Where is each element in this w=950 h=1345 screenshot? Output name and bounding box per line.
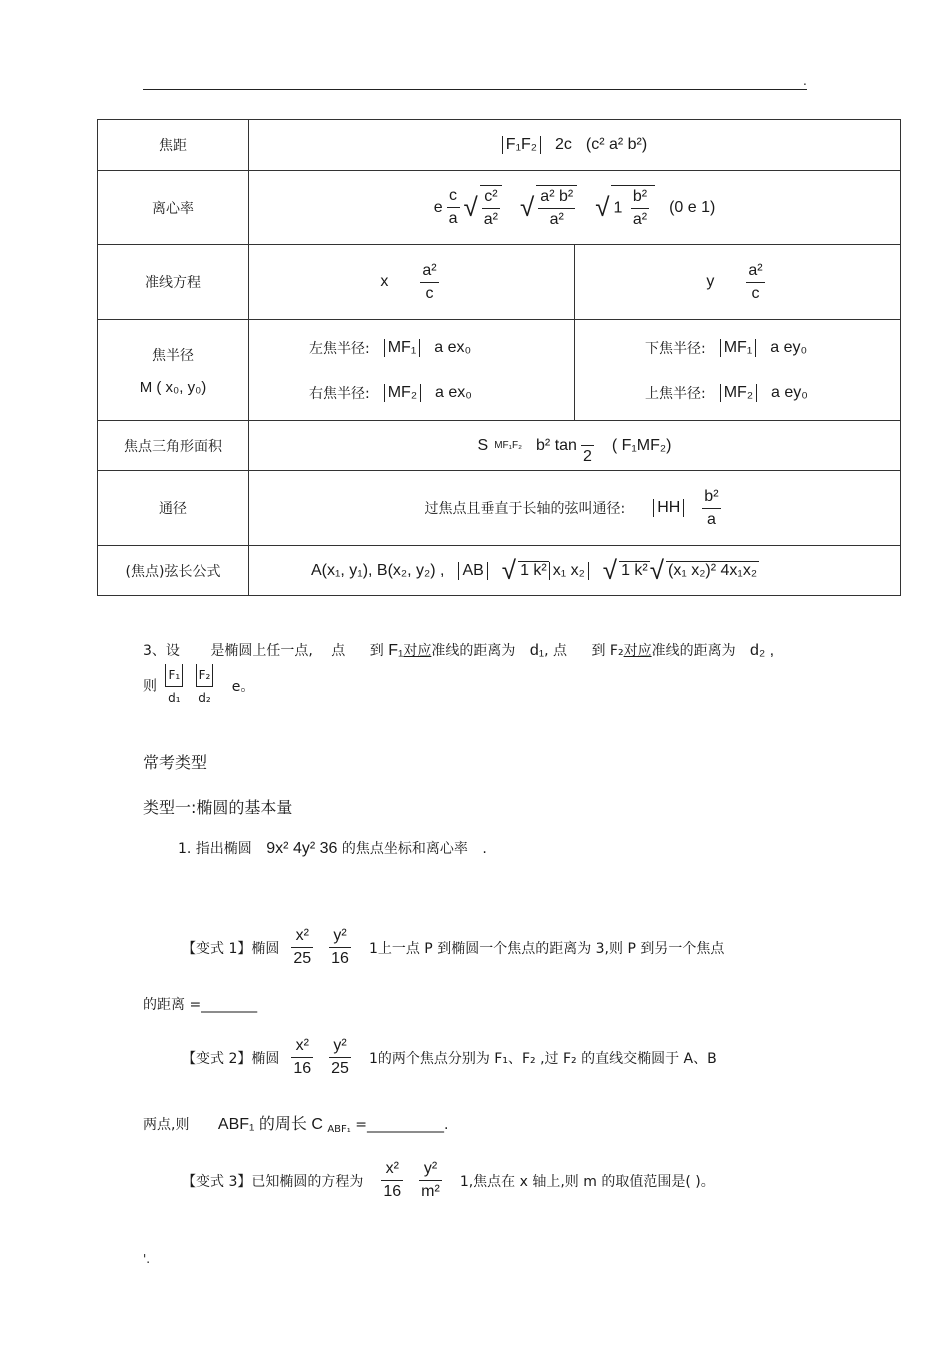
label-chord-length: (焦点)弦长公式 bbox=[98, 546, 249, 596]
hh-abs: HH bbox=[653, 499, 684, 517]
row-latus-rectum bbox=[98, 471, 901, 546]
right-focal-radius-expr: MF₂ bbox=[384, 384, 421, 402]
cell-focal-distance bbox=[249, 120, 901, 171]
section-title: 常考类型 bbox=[143, 753, 208, 772]
cell-eccentricity bbox=[249, 171, 901, 245]
area-subscript: MF₁F₂ bbox=[494, 440, 523, 451]
sqrt-icon: √ bbox=[602, 555, 618, 585]
lower-focal-radius-rhs: a ey₀ bbox=[770, 338, 808, 356]
latus-rectum-text: 过焦点且垂直于长轴的弦叫通径: bbox=[424, 501, 626, 517]
c2-over-a2: $\frac{\text{c²}}{\text{a²}}$ bbox=[480, 185, 502, 231]
sqrt-icon: √ bbox=[463, 192, 478, 222]
upper-focal-radius-label: 上焦半径: bbox=[645, 385, 706, 402]
area-expr: b² tan bbox=[536, 436, 577, 454]
ab-abs: AB bbox=[458, 562, 487, 580]
question-1: 1. 指出椭圆 9x² 4y² 36 的焦点坐标和离心率 . bbox=[178, 840, 487, 857]
latus-frac: $\frac{\text{b²}}{a}$ bbox=[704, 487, 719, 528]
focal-radius-point: M ( x₀, y₀) bbox=[139, 378, 207, 396]
chord-sqrt3: (x₁ x₂)² 4x₁x₂ bbox=[668, 562, 758, 579]
directrix-y-var: y bbox=[706, 273, 715, 290]
variant-3: 【变式 3】已知椭圆的方程为 $\frac{\text{x²}}{16}$ $\frac{\text{y²}}{\text{m²}}$ 1,焦点在 x 轴上,则 m 的取值范围是( )。 bbox=[182, 1160, 715, 1200]
left-focal-radius-label: 左焦半径: bbox=[309, 340, 370, 357]
cell-directrix-x bbox=[249, 245, 575, 320]
label-eccentricity: 离心率 bbox=[98, 171, 249, 245]
e-range: (0 e 1) bbox=[669, 198, 716, 216]
sqrt-icon: √ bbox=[595, 192, 610, 222]
pf2-over-d2: $\frac{\text{F₂}}{\text{d₂}}$ bbox=[196, 664, 214, 709]
label-directrix: 准线方程 bbox=[98, 245, 249, 320]
right-focal-radius-label: 右焦半径: bbox=[309, 385, 370, 402]
upper-focal-radius-expr: MF₂ bbox=[720, 384, 757, 402]
directrix-x-var: x bbox=[380, 273, 389, 290]
c-over-a: $\frac{c}{a}$ bbox=[448, 187, 458, 227]
footer-mark: '. bbox=[143, 1252, 151, 1266]
header-dot: . bbox=[803, 74, 807, 88]
label-focal-radius bbox=[98, 320, 249, 421]
focal-radius-title: 焦半径 bbox=[152, 347, 194, 364]
variant-2: 【变式 2】椭圆 $\frac{\text{x²}}{16}$ $\frac{\text{y²}}{25}$ 1的两个焦点分别为 F₁、F₂ ,过 F₂ 的直线交椭圆于 A、B bbox=[182, 1037, 717, 1077]
variant-2-line2: 两点,则 ABF₁ 的周长 C $_{ABF_1}$ =___________. bbox=[143, 1116, 449, 1135]
directrix-x-frac: $\frac{\text{a²}}{c}$ bbox=[422, 261, 437, 302]
label-latus-rectum: 通径 bbox=[98, 471, 249, 546]
label-triangle-area: 焦点三角形面积 bbox=[98, 421, 249, 471]
row-chord-length bbox=[98, 546, 901, 596]
two-c: 2c bbox=[554, 136, 572, 153]
cell-directrix-y bbox=[575, 245, 901, 320]
e-symbol: e bbox=[433, 198, 443, 216]
cell-triangle-area bbox=[249, 421, 901, 471]
pf1-over-d1: $\frac{\text{F₁}}{\text{d₁}}$ bbox=[165, 664, 183, 709]
row-eccentricity bbox=[98, 171, 901, 245]
cell-focal-radius-x bbox=[249, 320, 575, 421]
cell-focal-radius-y bbox=[575, 320, 901, 421]
note3-line2: 则 $\frac{\text{F₁}}{\text{d₁}}$ $\frac{\text{F₂}}{\text{d₂}}$ e。 bbox=[143, 664, 254, 709]
ellipse-properties-table bbox=[97, 119, 901, 596]
chord-sqrt2: 1 k² bbox=[621, 562, 648, 579]
right-focal-radius-rhs: a ex₀ bbox=[435, 383, 472, 401]
f1f2-abs: F₁F₂ bbox=[502, 136, 541, 154]
row-triangle-area bbox=[98, 421, 901, 471]
note3-line1: 3、设 是椭圆上任一点, 点 到 F₁对应准线的距离为 d₁, 点 到 F₂对应准线的距离为 d₂ , bbox=[143, 642, 775, 659]
cell-latus-rectum bbox=[249, 471, 901, 546]
one-minus-frac: 1 $\frac{\text{b²}}{\text{a²}}$ bbox=[611, 185, 655, 231]
chord-points: A(x₁, y₁), B(x₂, y₂) , bbox=[311, 561, 445, 579]
variant-1: 【变式 1】椭圆 $\frac{\text{x²}}{25}$ $\frac{\text{y²}}{16}$ 1上一点 P 到椭圆一个焦点的距离为 3,则 P 到另一个焦点 bbox=[182, 927, 725, 967]
row-directrix bbox=[98, 245, 901, 320]
chord-sqrt1: 1 k² bbox=[520, 562, 547, 579]
row-focal-radius bbox=[98, 320, 901, 421]
c-relation: (c² a² b²) bbox=[585, 136, 648, 153]
type1-title: 类型一:椭圆的基本量 bbox=[143, 798, 293, 817]
directrix-y-frac: $\frac{\text{a²}}{c}$ bbox=[748, 261, 763, 302]
cell-chord-length bbox=[249, 546, 901, 596]
area-s: S bbox=[477, 436, 489, 454]
row-focal-distance bbox=[98, 120, 901, 171]
sqrt-icon: √ bbox=[520, 192, 535, 222]
lower-focal-radius-label: 下焦半径: bbox=[645, 340, 706, 357]
area-half-frac: 2 bbox=[581, 423, 594, 468]
lower-focal-radius-expr: MF₁ bbox=[720, 339, 757, 357]
a2b2-over-a2: $\frac{\text{a² b²}}{\text{a²}}$ bbox=[536, 185, 577, 231]
area-angle: ( F₁MF₂) bbox=[611, 436, 672, 454]
label-focal-distance: 焦距 bbox=[98, 120, 249, 171]
left-focal-radius-expr: MF₁ bbox=[384, 339, 421, 357]
sqrt-icon: √ bbox=[649, 555, 665, 585]
variant-1-line2: 的距离 =________ bbox=[143, 997, 258, 1013]
header-rule bbox=[143, 89, 807, 90]
left-focal-radius-rhs: a ex₀ bbox=[434, 338, 472, 356]
chord-abs-diff: x₁ x₂ bbox=[549, 562, 589, 580]
upper-focal-radius-rhs: a ey₀ bbox=[771, 383, 808, 401]
sqrt-icon: √ bbox=[501, 555, 517, 585]
